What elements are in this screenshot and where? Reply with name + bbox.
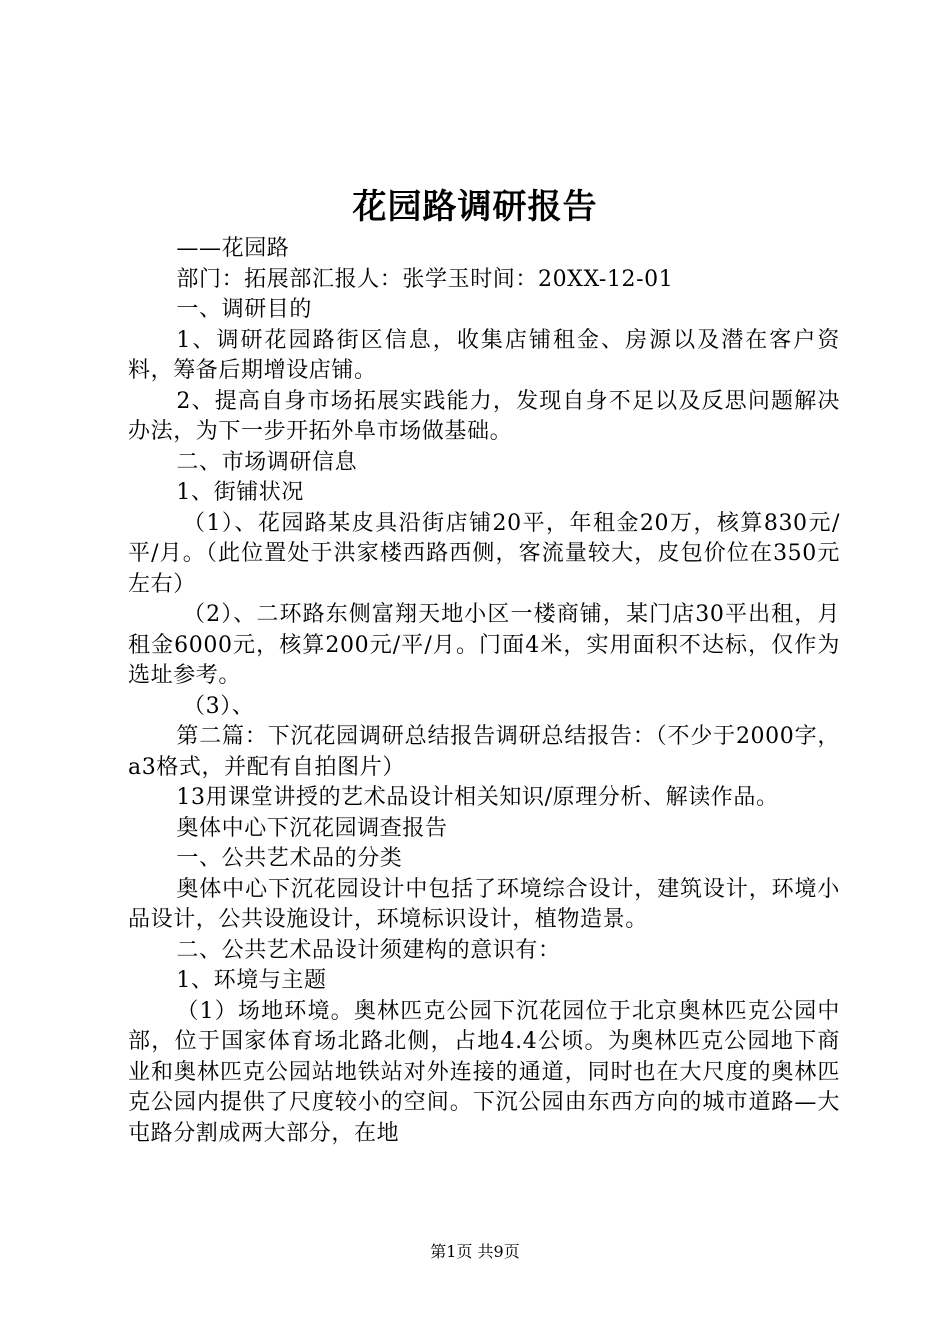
section-heading: 二、市场调研信息 <box>176 449 358 475</box>
document-title: 花园路调研报告 <box>352 187 598 227</box>
subsection-heading: 1、街铺状况 <box>176 480 304 505</box>
paragraph: 第二篇：下沉花园调研总结报告调研总结报告：（不少于2000字，a3格式，并配有自拍图片） <box>128 724 840 780</box>
paragraph: 1、调研花园路街区信息，收集店铺租金、房源以及潜在客户资料，筹备后期增设店铺。 <box>128 327 840 383</box>
section-heading: 二、公共艺术品设计须建构的意识有： <box>176 937 561 963</box>
paragraph: （2）、二环路东侧富翔天地小区一楼商铺，某门店30平出租，月租金6000元，核算200元/平/月。门面4米，实用面积不达标，仅作为选址参考。 <box>128 602 840 688</box>
paragraph: 2、提高自身市场拓展实践能力，发现自身不足以及反思问题解决办法，为下一步开拓外阜市场做基础。 <box>128 388 840 444</box>
paragraph: 奥体中心下沉花园设计中包括了环境综合设计，建筑设计，环境小品设计，公共设施设计，环境标识设计，植物造景。 <box>128 876 840 932</box>
paragraph: （1）场地环境。奥林匹克公园下沉花园位于北京奥林匹克公园中部，位于国家体育场北路北侧，占地4.4公顷。为奥林匹克公园地下商业和奥林匹克公园站地铁站对外连接的通道，同时也在大尺度的奥林匹克公园内提供了尺度较小的空间。下沉公园由东西方向的城市道路—大屯路分割成两大部分，在地 <box>128 998 840 1146</box>
meta-line: 部门：拓展部汇报人：张学玉时间：20XX-12-01 <box>176 266 674 292</box>
document-body <box>128 234 840 1149</box>
page-footer: 第1页 共9页 <box>430 1242 520 1261</box>
paragraph: （1）、花园路某皮具沿街店铺20平，年租金20万，核算830元/平/月。（此位置处于洪家楼西路西侧，客流量较大，皮包价位在350元左右） <box>128 510 840 597</box>
section-heading: 奥体中心下沉花园调查报告 <box>176 815 448 841</box>
subtitle-line: ——花园路 <box>176 236 290 261</box>
paragraph: 13用课堂讲授的艺术品设计相关知识/原理分析、解读作品。 <box>176 785 779 810</box>
subsection-heading: 1、环境与主题 <box>176 968 327 993</box>
section-heading: 一、公共艺术品的分类 <box>176 846 403 871</box>
paragraph: （3）、 <box>183 693 255 719</box>
section-heading: 一、调研目的 <box>176 297 312 322</box>
